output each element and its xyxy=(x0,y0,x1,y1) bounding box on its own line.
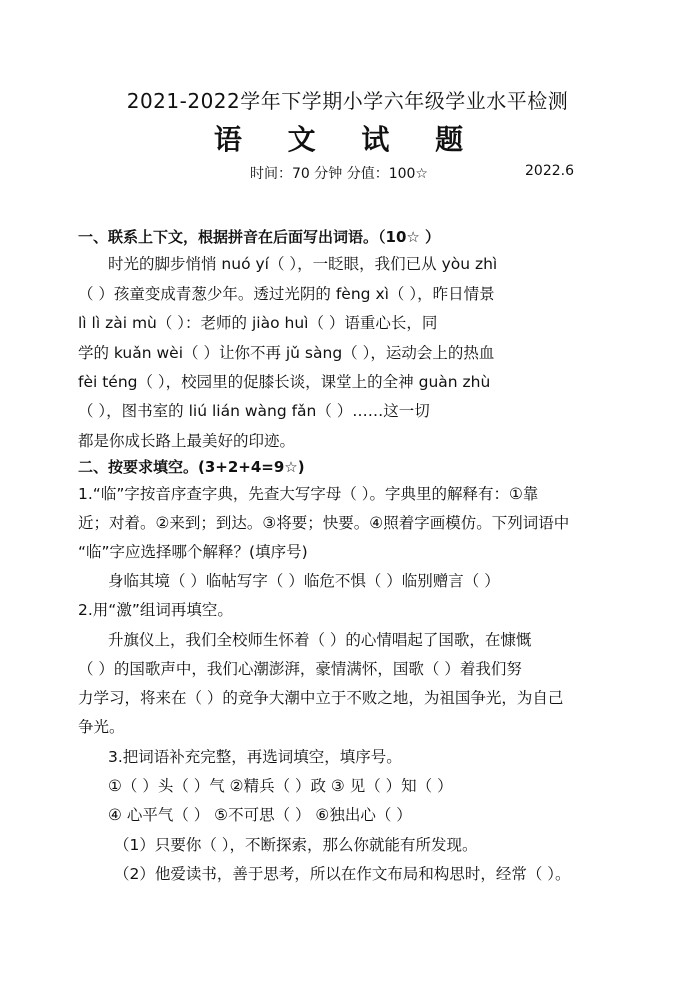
section1-heading: 一、联系上下文，根据拼音在后面写出词语。（10☆ ） xyxy=(78,228,441,246)
s1-line-1: （ ）孩童变成青葱少年。透过光阴的 fèng xì（ ），昨日情景 xyxy=(78,285,495,303)
s1-line-6: 都是你成长路上最美好的印迹。 xyxy=(78,432,296,450)
exam-meta xyxy=(250,163,574,183)
s1-line-5: （ ），图书室的 liú lián wàng fǎn（ ）……这一切 xyxy=(78,402,430,420)
q2-line-1: 升旗仪上，我们全校师生怀着（ ）的心情唱起了国歌，在慷慨 xyxy=(108,631,532,649)
exam-title: 2021-2022学年下学期小学六年级学业水平检测 xyxy=(126,89,569,113)
exam-date: 2022.6 xyxy=(525,163,574,179)
q2-line-2: （ ）的国歌声中，我们心潮澎湃，豪情满怀，国歌（ ）着我们努 xyxy=(78,660,522,678)
q2-line-3: 力学习，将来在（ ）的竞争大潮中立于不败之地，为祖国争光，为自己 xyxy=(78,689,564,707)
q3-line-2: ④ 心平气（ ） ⑤不可思（ ） ⑥独出心（ ） xyxy=(108,806,412,824)
s1-line-2: lì lì zài mù（ ）：老师的 jiào huì（ ）语重心长，同 xyxy=(78,314,438,332)
time-score: 时间：70 分钟 分值：100☆ xyxy=(250,166,428,182)
subject-title: 语 文 试 题 xyxy=(213,123,482,156)
s1-line-0: 时光的脚步悄悄 nuó yí（ ），一眨眼，我们已从 yòu zhì xyxy=(108,255,498,273)
section2-heading: 二、按要求填空。(3+2+4=9☆) xyxy=(78,458,305,476)
q1-line-0: 1.“临”字按音序查字典，先查大写字母（ ）。字典里的解释有：①靠 xyxy=(78,485,539,503)
q1-line-1: 近；对着。②来到；到达。③将要；快要。④照着字画模仿。下列词语中 xyxy=(78,514,570,532)
q3-line-4: （2）他爱读书，善于思考，所以在作文布局和构思时，经常（ ）。 xyxy=(114,865,571,883)
q2-line-0: 2.用“激”组词再填空。 xyxy=(78,601,233,619)
s1-line-3: 学的 kuǎn wèi（ ）让你不再 jǔ sàng（ ），运动会上的热血 xyxy=(78,344,495,362)
q1-line-2: “临”字应选择哪个解释？(填序号) xyxy=(78,543,308,561)
q3-line-3: （1）只要你（ ），不断探索，那么你就能有所发现。 xyxy=(114,836,478,854)
q2-line-4: 争光。 xyxy=(78,718,125,736)
q3-line-0: 3.把词语补充完整，再选词填空，填序号。 xyxy=(108,748,402,766)
q1-line-3: 身临其境（ ）临帖写字（ ）临危不惧（ ）临别赠言（ ） xyxy=(108,572,500,590)
q3-line-1: ①（ ）头（ ）气 ②精兵（ ）政 ③ 见（ ）知（ ） xyxy=(108,777,453,795)
s1-line-4: fèi téng（ ），校园里的促膝长谈，课堂上的全神 guàn zhù xyxy=(78,373,491,391)
